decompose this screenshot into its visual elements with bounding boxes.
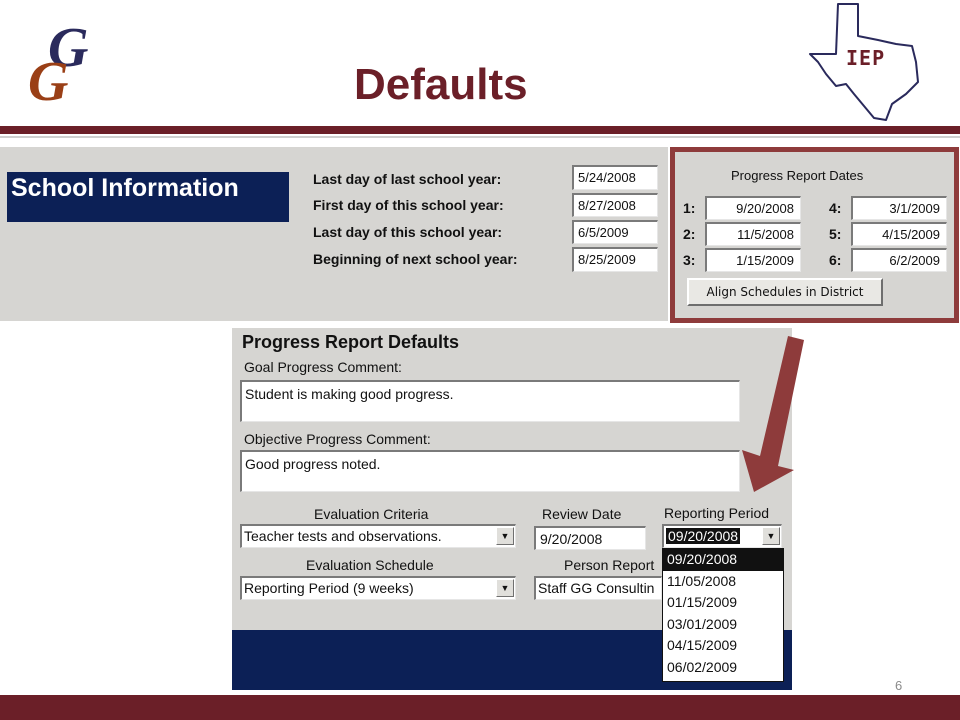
- logo-letter-top: G: [48, 17, 89, 79]
- evaluation-schedule-label: Evaluation Schedule: [306, 557, 434, 573]
- beginning-next-year-field[interactable]: 8/25/2009: [572, 247, 658, 272]
- slide-title: Defaults: [354, 60, 528, 109]
- evaluation-criteria-value: Teacher tests and observations.: [244, 528, 442, 544]
- chevron-down-icon[interactable]: ▼: [496, 527, 514, 545]
- chevron-down-icon[interactable]: ▼: [762, 527, 780, 545]
- beginning-next-year-label: Beginning of next school year:: [313, 251, 518, 267]
- objective-progress-comment-label: Objective Progress Comment:: [244, 431, 431, 447]
- progress-report-dates-title: Progress Report Dates: [731, 168, 864, 183]
- date-number-6: 6:: [829, 252, 842, 268]
- bottom-divider: [0, 695, 960, 720]
- person-report-label: Person Report: [564, 557, 655, 573]
- date-number-1: 1:: [683, 200, 696, 216]
- align-schedules-button[interactable]: Align Schedules in District: [687, 278, 883, 306]
- progress-date-3-field[interactable]: 1/15/2009: [705, 248, 801, 272]
- iep-badge: IEP: [846, 46, 886, 70]
- callout-arrow-icon: [720, 330, 830, 500]
- top-divider: [0, 126, 960, 134]
- goal-progress-comment-label: Goal Progress Comment:: [244, 359, 402, 375]
- reporting-period-select[interactable]: [662, 524, 782, 548]
- review-date-field[interactable]: 9/20/2008: [534, 526, 646, 550]
- top-divider-shadow: [0, 136, 960, 138]
- reporting-period-value: 09/20/2008: [668, 528, 739, 544]
- reporting-period-option[interactable]: 01/15/2009: [667, 594, 738, 611]
- reporting-period-option[interactable]: 06/02/2009: [667, 658, 738, 675]
- reporting-period-option[interactable]: 11/05/2008: [667, 572, 737, 589]
- reporting-period-option[interactable]: 03/01/2009: [667, 615, 738, 632]
- first-day-this-year-field[interactable]: 8/27/2008: [572, 193, 658, 217]
- reporting-period-option[interactable]: 09/20/2008: [663, 549, 783, 571]
- last-day-this-year-field[interactable]: 6/5/2009: [572, 220, 658, 244]
- objective-progress-comment-field[interactable]: Good progress noted.: [240, 450, 740, 492]
- last-day-last-year-field[interactable]: 5/24/2008: [572, 165, 658, 190]
- first-day-this-year-label: First day of this school year:: [313, 197, 504, 213]
- logo-letter-bottom: G: [28, 51, 69, 113]
- date-number-3: 3:: [683, 252, 696, 268]
- evaluation-schedule-select[interactable]: [240, 576, 516, 600]
- goal-progress-comment-field[interactable]: Student is making good progress.: [240, 380, 740, 422]
- evaluation-schedule-value: Reporting Period (9 weeks): [244, 580, 414, 596]
- progress-report-defaults-title: Progress Report Defaults: [242, 332, 460, 352]
- person-report-select[interactable]: [534, 576, 662, 600]
- school-information-panel: [0, 147, 668, 321]
- reporting-period-label: Reporting Period: [664, 505, 770, 521]
- evaluation-criteria-label: Evaluation Criteria: [314, 506, 429, 522]
- date-number-2: 2:: [683, 226, 696, 242]
- progress-date-6-field[interactable]: 6/2/2009: [851, 248, 947, 272]
- person-report-value: Staff GG Consultin: [538, 580, 655, 596]
- progress-date-5-field[interactable]: 4/15/2009: [851, 222, 947, 246]
- progress-date-4-field[interactable]: 3/1/2009: [851, 196, 947, 220]
- date-number-4: 4:: [829, 200, 842, 216]
- reporting-period-option[interactable]: 04/15/2009: [667, 637, 738, 654]
- date-number-5: 5:: [829, 226, 842, 242]
- last-day-last-year-label: Last day of last school year:: [313, 171, 502, 187]
- gg-logo: [26, 17, 102, 113]
- school-information-header: School Information: [7, 172, 289, 222]
- review-date-label: Review Date: [542, 506, 622, 522]
- evaluation-criteria-select[interactable]: [240, 524, 516, 548]
- progress-date-1-field[interactable]: 9/20/2008: [705, 196, 801, 220]
- chevron-down-icon[interactable]: ▼: [496, 579, 514, 597]
- progress-report-dates-panel: [670, 147, 959, 323]
- last-day-this-year-label: Last day of this school year:: [313, 224, 503, 240]
- progress-date-2-field[interactable]: 11/5/2008: [705, 222, 801, 246]
- page-number: 6: [895, 678, 903, 693]
- reporting-period-dropdown[interactable]: [662, 548, 784, 682]
